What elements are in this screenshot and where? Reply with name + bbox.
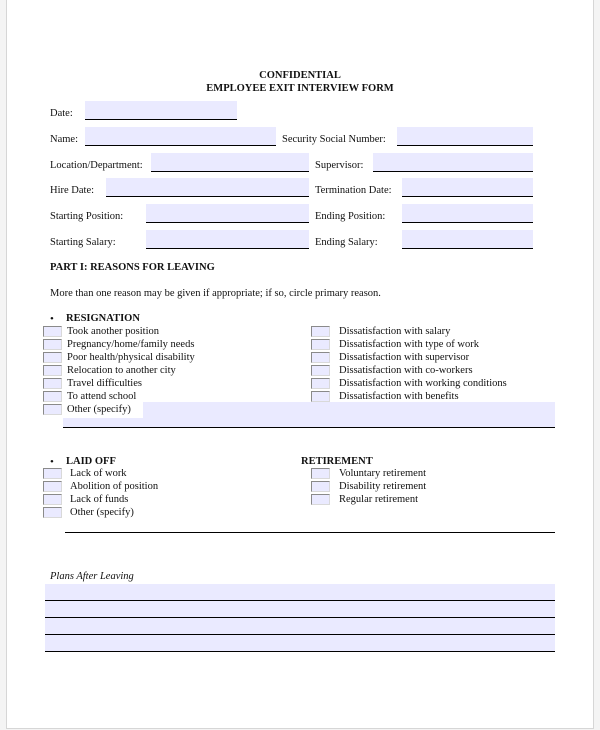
option-label: Other (specify) xyxy=(70,507,134,518)
hire-date-field[interactable] xyxy=(106,178,309,197)
location-label: Location/Department: xyxy=(50,160,143,171)
checkbox-dissatisfaction-co-workers[interactable] xyxy=(311,365,330,376)
date-field[interactable] xyxy=(85,101,237,120)
date-label: Date: xyxy=(50,108,73,119)
option-label: Abolition of position xyxy=(70,481,159,492)
checkbox-dissatisfaction-benefits[interactable] xyxy=(311,391,330,402)
checkbox-laid-off-other[interactable] xyxy=(43,507,62,518)
checkbox-dissatisfaction-type-of-work[interactable] xyxy=(311,339,330,350)
part1-instruction: More than one reason may be given if appropriate; if so, circle primary reason. xyxy=(50,288,381,299)
starting-position-field[interactable] xyxy=(146,204,309,223)
ssn-field[interactable] xyxy=(397,127,533,146)
retirement-heading: RETIREMENT xyxy=(301,456,373,467)
ending-position-field[interactable] xyxy=(402,204,533,223)
option-label: Regular retirement xyxy=(339,494,419,505)
option-label: To attend school xyxy=(67,391,137,402)
termination-date-label: Termination Date: xyxy=(315,185,392,196)
name-field[interactable] xyxy=(85,127,276,146)
starting-salary-field[interactable] xyxy=(146,230,309,249)
ssn-label: Security Social Number: xyxy=(282,134,386,145)
resignation-other-field-line2[interactable] xyxy=(63,418,555,428)
plans-line-1[interactable] xyxy=(45,584,555,601)
option-label: Dissatisfaction with working conditions xyxy=(339,378,507,389)
checkbox-disability-retirement[interactable] xyxy=(311,481,330,492)
plans-line-4[interactable] xyxy=(45,635,555,652)
termination-date-field[interactable] xyxy=(402,178,533,197)
checkbox-attend-school[interactable] xyxy=(43,391,62,402)
laid-off-heading: LAID OFF xyxy=(66,456,116,467)
checkbox-pregnancy-family[interactable] xyxy=(43,339,62,350)
checkbox-dissatisfaction-salary[interactable] xyxy=(311,326,330,337)
checkbox-relocation[interactable] xyxy=(43,365,62,376)
checkbox-travel-difficulties[interactable] xyxy=(43,378,62,389)
option-label: Relocation to another city xyxy=(67,365,176,376)
option-label: Travel difficulties xyxy=(67,378,142,389)
ending-position-label: Ending Position: xyxy=(315,211,386,222)
option-label: Pregnancy/home/family needs xyxy=(67,339,195,350)
name-label: Name: xyxy=(50,134,78,145)
checkbox-lack-of-funds[interactable] xyxy=(43,494,62,505)
bullet-icon: • xyxy=(50,456,54,468)
option-label: Voluntary retirement xyxy=(339,468,426,479)
starting-salary-label: Starting Salary: xyxy=(50,237,116,248)
checkbox-poor-health[interactable] xyxy=(43,352,62,363)
hire-date-label: Hire Date: xyxy=(50,185,95,196)
option-label: Dissatisfaction with salary xyxy=(339,326,451,337)
checkbox-abolition-of-position[interactable] xyxy=(43,481,62,492)
option-label: Lack of work xyxy=(70,468,127,479)
location-field[interactable] xyxy=(151,153,309,172)
confidential-label: CONFIDENTIAL xyxy=(259,70,341,81)
checkbox-dissatisfaction-working-conditions[interactable] xyxy=(311,378,330,389)
bullet-icon: • xyxy=(50,313,54,325)
option-label: Took another position xyxy=(67,326,160,337)
plans-line-2[interactable] xyxy=(45,601,555,618)
checkbox-lack-of-work[interactable] xyxy=(43,468,62,479)
ending-salary-field[interactable] xyxy=(402,230,533,249)
option-label: Dissatisfaction with type of work xyxy=(339,339,479,350)
option-label: Lack of funds xyxy=(70,494,129,505)
option-label: Poor health/physical disability xyxy=(67,352,195,363)
checkbox-voluntary-retirement[interactable] xyxy=(311,468,330,479)
supervisor-field[interactable] xyxy=(373,153,533,172)
resignation-heading: RESIGNATION xyxy=(66,313,140,324)
plans-label: Plans After Leaving xyxy=(50,571,134,582)
resignation-other-field[interactable] xyxy=(143,402,555,419)
option-label: Other (specify) xyxy=(67,404,131,415)
plans-line-3[interactable] xyxy=(45,618,555,635)
laid-off-other-line[interactable] xyxy=(65,532,555,533)
checkbox-took-another-position[interactable] xyxy=(43,326,62,337)
ending-salary-label: Ending Salary: xyxy=(315,237,378,248)
checkbox-dissatisfaction-supervisor[interactable] xyxy=(311,352,330,363)
option-label: Disability retirement xyxy=(339,481,427,492)
supervisor-label: Supervisor: xyxy=(315,160,364,171)
form-page xyxy=(6,0,594,729)
option-label: Dissatisfaction with co-workers xyxy=(339,365,473,376)
checkbox-resignation-other[interactable] xyxy=(43,404,62,415)
option-label: Dissatisfaction with benefits xyxy=(339,391,459,402)
part1-title: PART I: REASONS FOR LEAVING xyxy=(50,262,215,273)
form-title: EMPLOYEE EXIT INTERVIEW FORM xyxy=(206,83,394,94)
option-label: Dissatisfaction with supervisor xyxy=(339,352,470,363)
checkbox-regular-retirement[interactable] xyxy=(311,494,330,505)
starting-position-label: Starting Position: xyxy=(50,211,124,222)
